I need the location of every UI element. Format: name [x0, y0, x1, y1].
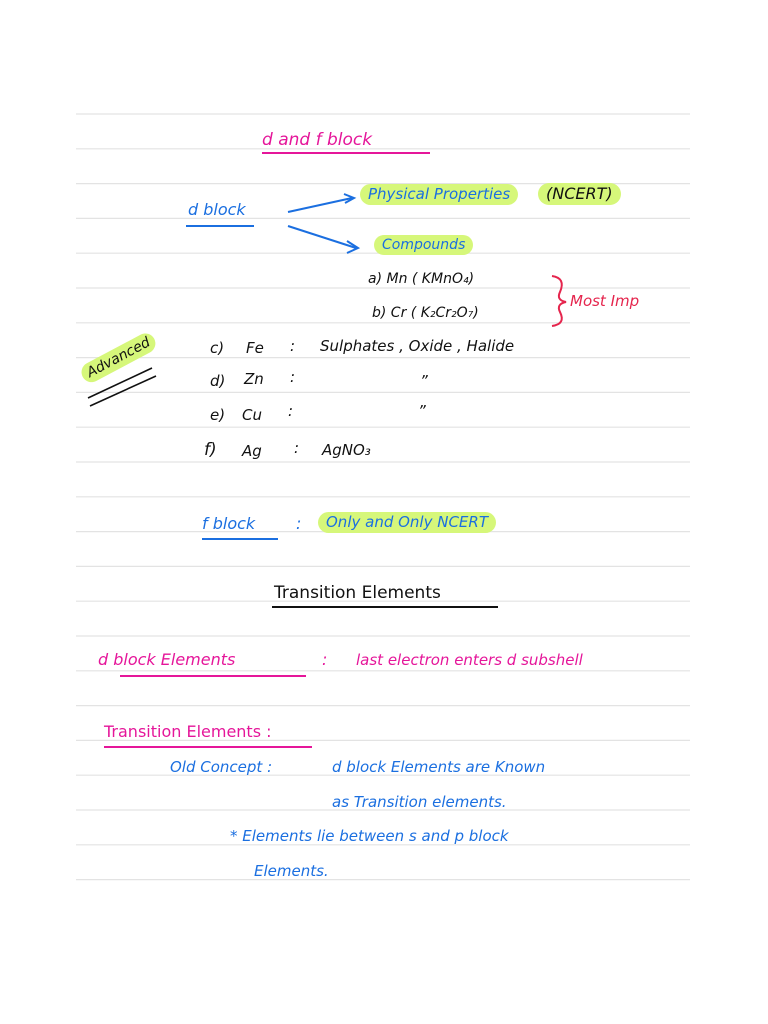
row-c-num: c)	[210, 339, 225, 357]
definition-term-underline	[120, 675, 306, 677]
arrow-to-physical	[288, 198, 352, 212]
old-concept-label: Old Concept :	[170, 758, 273, 776]
bullet-line-continued: Elements.	[254, 862, 329, 880]
row-c-element: Fe	[246, 339, 264, 357]
compound-item-mn: a) Mn ( KMnO₄)	[368, 271, 475, 287]
f-block-note: Only and Only NCERT	[318, 512, 496, 533]
row-c-colon: :	[290, 337, 296, 355]
row-d-num: d)	[210, 372, 226, 390]
bullet-line: * Elements lie between s and p block	[230, 827, 509, 845]
row-e-colon: :	[288, 402, 294, 420]
row-f-desc: AgNO₃	[322, 441, 371, 459]
compound-item-cr: b) Cr ( K₂Cr₂O₇)	[372, 305, 479, 321]
definition-text: last electron enters d subshell	[356, 651, 583, 669]
old-concept-line1: d block Elements are Known	[332, 758, 546, 776]
advanced-underline-2	[90, 376, 156, 406]
d-block-underline	[186, 225, 254, 227]
ncert-tag: (NCERT)	[538, 183, 621, 205]
definition-term: d block Elements	[98, 650, 236, 669]
page-title: d and f block	[262, 130, 373, 150]
row-c-desc: Sulphates , Oxide , Halide	[320, 337, 515, 355]
f-block-underline	[202, 538, 278, 540]
arrow-to-compounds	[288, 226, 356, 248]
row-d-colon: :	[290, 368, 296, 386]
row-d-desc: ”	[420, 372, 428, 390]
row-e-num: e)	[210, 406, 226, 424]
row-f-colon: :	[294, 439, 300, 457]
row-e-element: Cu	[242, 406, 262, 424]
physical-properties: Physical Properties	[360, 184, 518, 205]
row-e-desc: ”	[418, 402, 426, 420]
transition-heading: Transition Elements	[274, 583, 441, 603]
curly-brace	[552, 276, 566, 326]
advanced-tag: Advanced	[78, 330, 159, 386]
row-f-element: Ag	[242, 442, 262, 460]
d-block-label: d block	[188, 200, 246, 219]
transition-heading-underline	[272, 606, 498, 608]
transition-section-underline	[104, 746, 312, 748]
f-block-colon: :	[296, 514, 302, 533]
old-concept-line2: as Transition elements.	[332, 793, 507, 811]
f-block-label: f block	[202, 514, 256, 533]
compounds-label: Compounds	[374, 235, 473, 255]
row-d-element: Zn	[244, 370, 264, 388]
definition-colon: :	[322, 650, 328, 669]
row-f-num: f)	[204, 440, 217, 460]
most-imp-note: Most Imp	[570, 292, 640, 310]
title-underline	[262, 152, 430, 154]
transition-section-label: Transition Elements :	[104, 722, 272, 741]
